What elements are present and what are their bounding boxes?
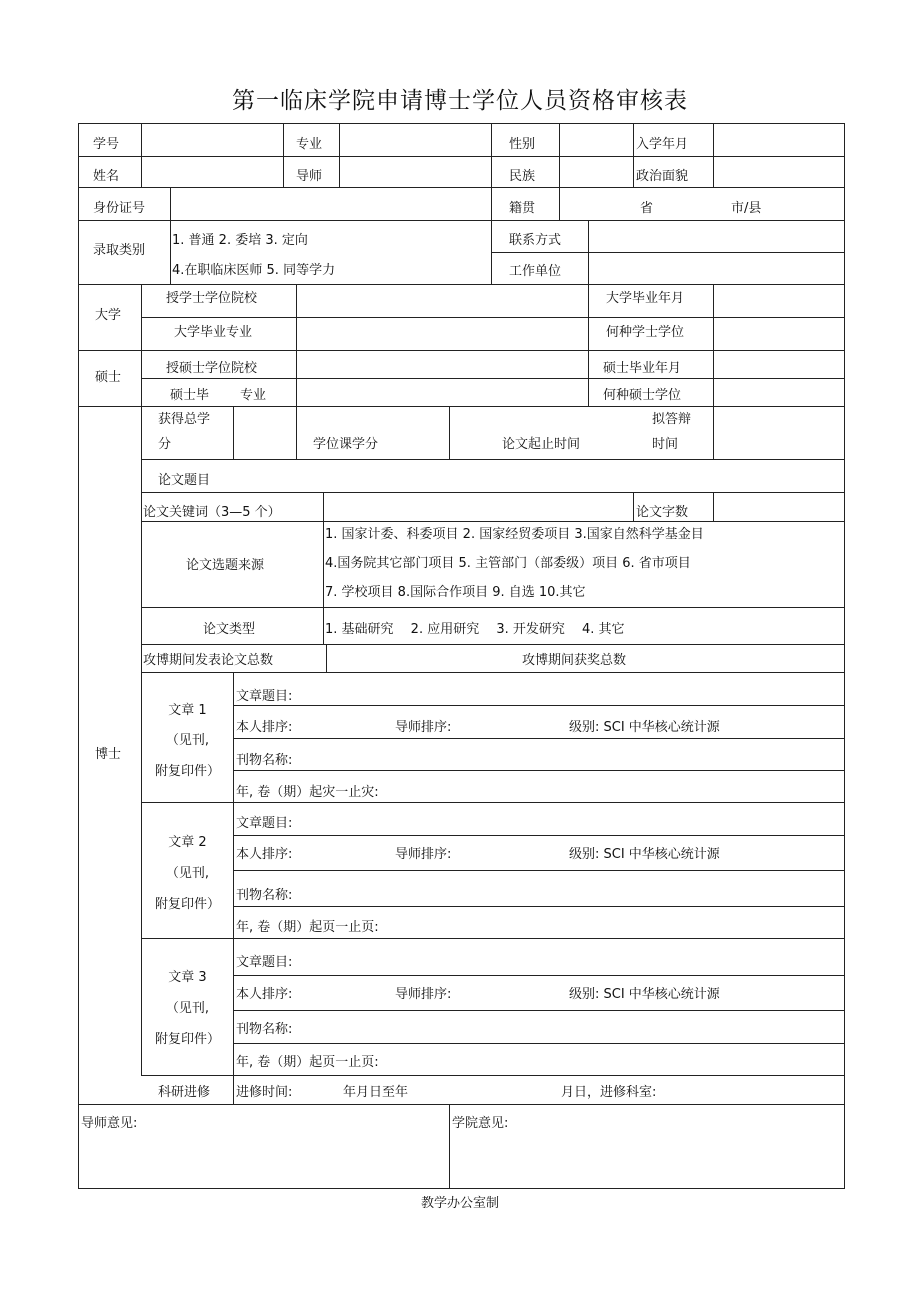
grid-line [141, 317, 845, 318]
thesis-title-label: 论文题目 [158, 473, 211, 488]
master-school-label: 授硕士学位院校 [166, 361, 258, 376]
keywords-label: 论文关键词（3—5 个） [143, 505, 281, 520]
article-3-level-label: 级别: SCI 中华核心统计源 [569, 987, 720, 1002]
grid-line [78, 284, 845, 285]
grid-line [233, 672, 234, 1104]
article-2-level-label: 级别: SCI 中华核心统计源 [569, 847, 720, 862]
grid-line [141, 284, 142, 1075]
article-2-pages-label: 年, 卷（期）起页一止页: [236, 920, 379, 935]
grid-line [170, 187, 171, 284]
college-opinion-label: 学院意见: [452, 1116, 509, 1131]
contact-label: 联系方式 [509, 233, 562, 248]
grid-line [141, 123, 142, 187]
major-label: 专业 [296, 137, 323, 152]
article-1-note-b: 附复印件） [154, 764, 220, 779]
grid-line [141, 459, 845, 460]
grid-line [141, 938, 845, 939]
article-3-advisor-rank-label: 导师排序: [395, 987, 452, 1002]
ethnicity-label: 民族 [509, 169, 536, 184]
course-credits-label: 学位课学分 [313, 437, 379, 452]
topic-source-options-2: 4.国务院其它部门项目 5. 主管部门（部委级）项目 6. 省市项目 [325, 556, 691, 571]
gender-label: 性别 [509, 137, 536, 152]
grid-line [233, 835, 845, 836]
article-3-note-a: （见刊, [165, 1001, 210, 1016]
grid-line [491, 123, 492, 284]
awards-total-label: 攻博期间获奖总数 [522, 653, 627, 668]
student-id-label: 学号 [93, 137, 120, 152]
grid-line [233, 1043, 845, 1044]
article-2-note-b: 附复印件） [154, 897, 220, 912]
total-credits-label-b: 分 [158, 437, 172, 452]
grid-line [449, 406, 450, 459]
grid-line [588, 284, 589, 406]
thesis-type-label: 论文类型 [203, 622, 256, 637]
grid-line [713, 123, 714, 187]
topic-source-label: 论文选题来源 [186, 558, 265, 573]
thesis-period-label: 论文起止时间 [502, 437, 581, 452]
grid-line [233, 975, 845, 976]
page-title: 第一临床学院申请博士学位人员资格审核表 [232, 88, 688, 114]
defense-time-label-b: 时间 [652, 437, 679, 452]
advisor-label: 导师 [296, 169, 323, 184]
grid-line [283, 123, 284, 187]
bachelor-major-label: 大学毕业专业 [174, 325, 253, 340]
id-number-label: 身份证号 [93, 201, 146, 216]
university-section-label: 大学 [95, 308, 122, 323]
grid-line [78, 1188, 845, 1189]
grid-line [78, 156, 845, 157]
master-major-label-a: 硕士毕 [170, 388, 210, 403]
grid-line [78, 350, 845, 351]
master-major-label-b: 专业 [240, 388, 267, 403]
grid-line [233, 705, 845, 706]
article-3-pages-label: 年, 卷（期）起页一止页: [236, 1055, 379, 1070]
topic-source-options-1: 1. 国家计委、科委项目 2. 国家经贸委项目 3.国家自然科学基金目 [325, 527, 704, 542]
article-1-journal-label: 刊物名称: [236, 753, 293, 768]
article-1-advisor-rank-label: 导师排序: [395, 720, 452, 735]
city-label: 市/县 [731, 201, 762, 216]
native-place-label: 籍贯 [509, 201, 536, 216]
grid-line [233, 406, 234, 459]
study-range-label: 年月日至年 [343, 1085, 409, 1100]
grid-line [141, 802, 845, 803]
grid-line [141, 644, 845, 645]
master-section-label: 硕士 [95, 370, 122, 385]
word-count-label: 论文字数 [636, 505, 689, 520]
bachelor-degree-label: 何种学士学位 [606, 325, 685, 340]
grid-line [141, 492, 845, 493]
grid-line [296, 284, 297, 406]
article-1-note-a: （见刊, [165, 733, 210, 748]
article-2-journal-label: 刊物名称: [236, 888, 293, 903]
total-credits-label-a: 获得总学 [158, 412, 211, 427]
article-1-level-label: 级别: SCI 中华核心统计源 [569, 720, 720, 735]
article-1-self-rank-label: 本人排序: [236, 720, 293, 735]
study-time-label: 进修时间: [236, 1085, 293, 1100]
admission-type-label: 录取类别 [93, 243, 146, 258]
topic-source-options-3: 7. 学校项目 8.国际合作项目 9. 自选 10.其它 [325, 585, 586, 600]
grid-line [78, 220, 845, 221]
admission-options-1: 1. 普通 2. 委培 3. 定向 [172, 233, 308, 248]
article-3-label: 文章 3 [168, 970, 207, 985]
grid-line [78, 187, 845, 188]
study-dept-label: 月日，进修科室: [561, 1085, 657, 1100]
article-3-note-b: 附复印件） [154, 1032, 220, 1047]
article-1-label: 文章 1 [168, 703, 207, 718]
name-label: 姓名 [93, 169, 120, 184]
article-2-advisor-rank-label: 导师排序: [395, 847, 452, 862]
grid-line [233, 870, 845, 871]
advisor-opinion-label: 导师意见: [81, 1116, 138, 1131]
article-2-note-a: （见刊, [165, 866, 210, 881]
phd-section-label: 博士 [95, 747, 122, 762]
article-3-title-label: 文章题目: [236, 955, 293, 970]
grid-line [491, 252, 845, 253]
grid-line [844, 123, 845, 1189]
admission-options-2: 4.在职临床医师 5. 同等学力 [172, 263, 336, 278]
political-status-label: 政治面貌 [636, 169, 689, 184]
grid-line [233, 1010, 845, 1011]
grid-line [78, 406, 845, 407]
grid-line [233, 738, 845, 739]
article-1-title-label: 文章题目: [236, 689, 293, 704]
grid-line [713, 406, 714, 459]
grid-line [588, 220, 589, 284]
article-2-label: 文章 2 [168, 835, 207, 850]
grid-line [326, 644, 327, 672]
grid-line [141, 607, 845, 608]
grid-line [559, 123, 560, 220]
bachelor-grad-date-label: 大学毕业年月 [606, 291, 685, 306]
grid-line [339, 123, 340, 187]
article-3-journal-label: 刊物名称: [236, 1022, 293, 1037]
footer-note: 教学办公室制 [420, 1196, 499, 1211]
article-2-self-rank-label: 本人排序: [236, 847, 293, 862]
article-3-self-rank-label: 本人排序: [236, 987, 293, 1002]
defense-time-label-a: 拟答辩 [652, 412, 692, 427]
papers-total-label: 攻博期间发表论文总数 [143, 653, 274, 668]
grid-line [141, 1075, 845, 1076]
bachelor-school-label: 授学士学位院校 [166, 291, 258, 306]
grid-line [633, 492, 634, 521]
grid-line [78, 123, 79, 1189]
grid-line [141, 521, 845, 522]
grid-line [323, 492, 324, 644]
grid-line [633, 123, 634, 187]
master-degree-label: 何种硕士学位 [603, 388, 682, 403]
grid-line [141, 672, 845, 673]
master-grad-date-label: 硕士毕业年月 [603, 361, 682, 376]
grid-line [296, 406, 297, 459]
workplace-label: 工作单位 [509, 264, 562, 279]
article-1-pages-label: 年, 卷（期）起灾一止灾: [236, 785, 379, 800]
article-2-title-label: 文章题目: [236, 816, 293, 831]
grid-line [233, 906, 845, 907]
grid-line [141, 378, 845, 379]
study-label: 科研进修 [158, 1085, 211, 1100]
grid-line [713, 492, 714, 521]
grid-line [233, 770, 845, 771]
grid-line [78, 123, 845, 124]
grid-line [449, 1104, 450, 1188]
grid-line [78, 1104, 845, 1105]
grid-line [713, 284, 714, 406]
thesis-type-options: 1. 基础研究 2. 应用研究 3. 开发研究 4. 其它 [325, 622, 625, 637]
enroll-date-label: 入学年月 [636, 137, 689, 152]
province-label: 省 [640, 201, 654, 216]
